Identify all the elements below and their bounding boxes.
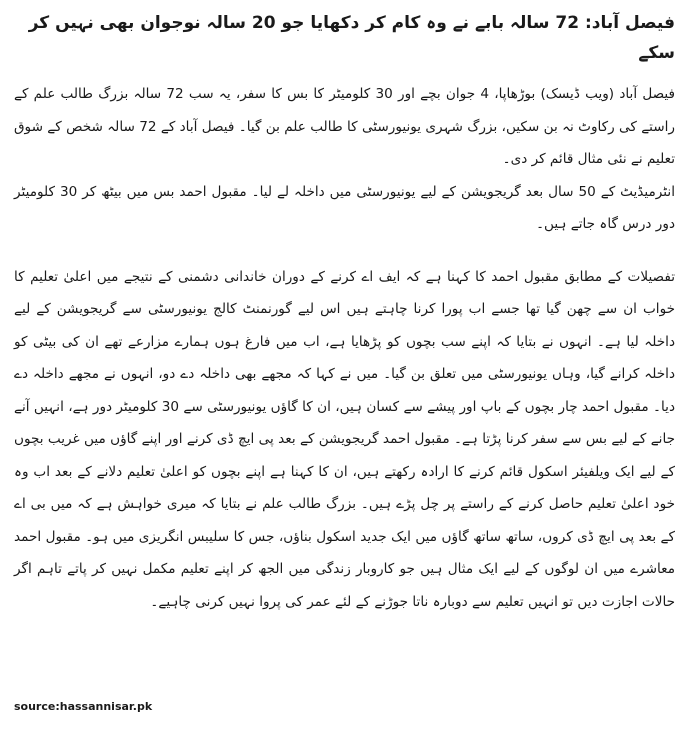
article-paragraph-1: فیصل آباد (ویب ڈیسک) بوڑھاپا، 4 جوان بچے اور 30 کلومیٹر کا بس کا سفر، یہ سب 72 سالہ بزرگ طالب علم کے راستے کی رکاوٹ نہ بن سکیں، بزرگ شہری یونیورسٹی کا طالب علم بن گیا۔ فیصل آباد کے 72 سالہ شخص کے شوق تعلیم نے نئی مثال قائم کر دی۔ [14, 86, 676, 167]
article-paragraph-2: انٹرمیڈیٹ کے 50 سال بعد گریجویشن کے لیے یونیورسٹی میں داخلہ لے لیا۔ مقبول احمد بس میں بیٹھ کر 30 کلومیٹر دور درس گاہ جاتے ہیں۔ [14, 183, 675, 232]
article-title: فیصل آباد: 72 سالہ بابے نے وہ کام کر دکھایا جو 20 سالہ نوجوان بھی نہیں کر سکے [28, 13, 675, 63]
source-credit: source:hassannisar.pk [14, 700, 153, 713]
article-paragraph-3: تفصیلات کے مطابق مقبول احمد کا کہنا ہے کہ ایف اے کرنے کے دوران خاندانی دشمنی کے نتیجے میں اعلیٰ تعلیم کا خواب ان سے چھن گیا تھا جسے اب پورا کرنا چاہتے ہیں اس لیے گورنمنٹ کالج یونیورسٹی سے گریجویشن کے لیے داخلہ لیا ہے۔ انہوں نے بتایا کہ اپنے سب بچوں کو پڑھایا ہے، اب میں فارغ ہوں ہمارے مزارعے تھے ان کی بیٹی کو داخلہ کرانے گیا، وہاں یونیورسٹی میں تعلق بن گیا۔ میں نے کہا کہ مجھے بھی داخلہ دے دو، انہوں نے مجھے داخلہ دے دیا۔ مقبول احمد چار بچوں کے باپ اور پیشے سے کسان ہیں، ان کا گاؤں یونیورسٹی سے 30 کلومیٹر دور ہے، انہیں آنے جانے کے لیے بس سے سفر کرنا پڑتا ہے۔ مقبول احمد گریجویشن کے بعد پی ایچ ڈی کرنے اور اپنے گاؤں میں غریب بچوں کے لیے ایک ویلفیئر اسکول قائم کرنے کا ارادہ رکھتے ہیں، ان کا کہنا ہے اپنے بچوں کو اعلیٰ تعلیم دلانے کے بعد اب وہ خود اعلیٰ تعلیم حاصل کرنے کے راستے پر چل پڑے ہیں۔ بزرگ طالب علم نے بتایا کہ میری خواہش ہے کہ میں بی اے کے بعد پی ایچ ڈی کروں، ساتھ ساتھ گاؤں میں ایک جدید اسکول بناؤں، جس کا سلیبس انگریزی میں ہو۔ مقبول احمد معاشرے میں ان لوگوں کے لیے ایک مثال ہیں جو کاروبار زندگی میں الجھ کر اپنے تعلیم مکمل نہیں کر پاتے تاہم اگر حالات اجازت دیں تو انہیں تعلیم سے دوبارہ ناتا جوڑنے کے لئے عمر کی پروا نہیں کرنی چاہیے۔ [14, 268, 675, 610]
